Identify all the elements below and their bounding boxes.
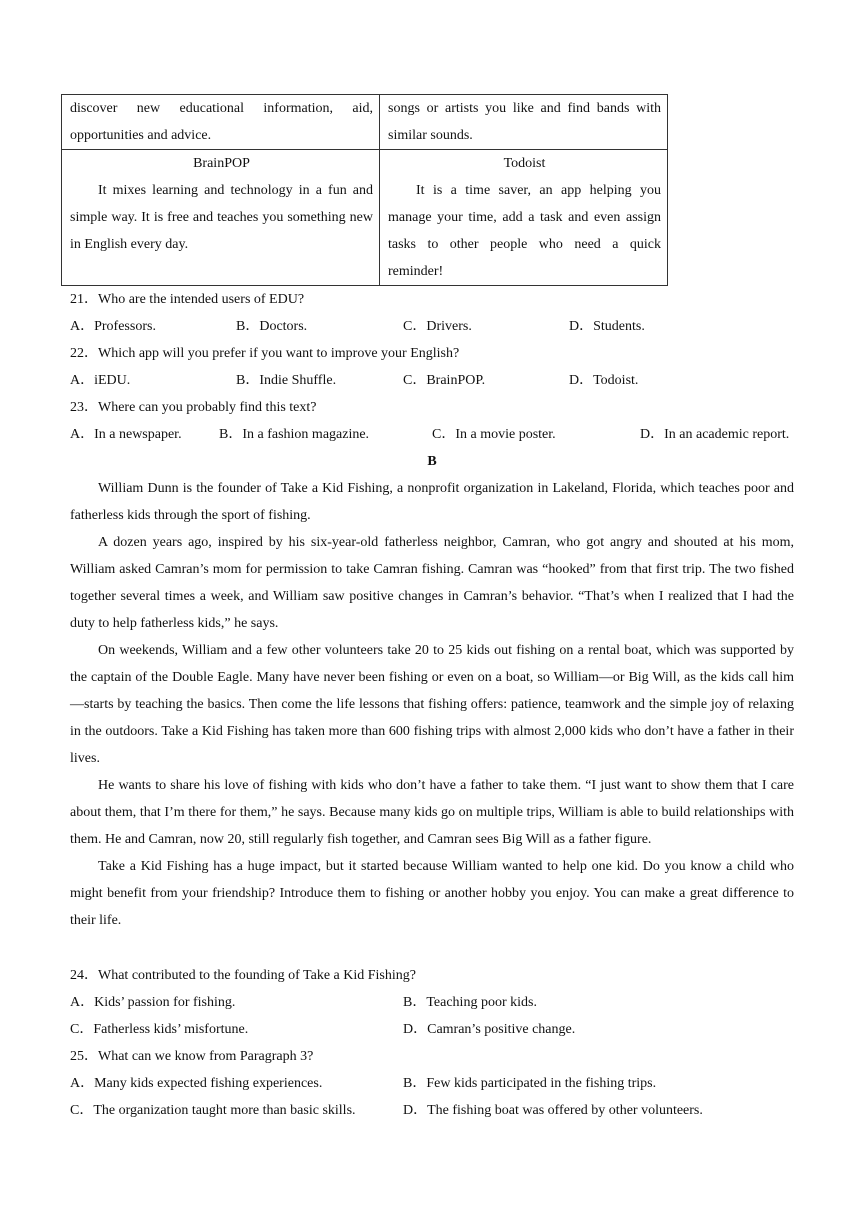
question-block-21 <box>70 286 794 340</box>
app-description: songs or artists you like and find bands with similar sounds. <box>388 101 661 143</box>
option-c: C．Fatherless kids’ misfortune. <box>70 1022 249 1037</box>
table-row <box>62 95 668 150</box>
options-row <box>70 313 794 340</box>
app-name: BrainPOP <box>193 156 250 171</box>
option-c: C．Drivers. <box>403 319 472 334</box>
passage-paragraph: Take a Kid Fishing has a huge impact, but it started because William wanted to help one kid. Do you know a child who might benefit from your friendship? Introduce them to fishing or another hobby you enjoy. You can make a great difference to their life. <box>70 859 794 928</box>
options-row <box>70 1097 794 1124</box>
options-row <box>70 421 794 448</box>
option-a: A．In a newspaper. <box>70 427 182 442</box>
question-text: 22．Which app will you prefer if you want to improve your English? <box>70 346 460 361</box>
passage-paragraph: He wants to share his love of fishing with kids who don’t have a father to take them. “I just want to show them that I care about them, that I’m there for them,” he says. Because many kids go on multiple trips, William is able to build relationships with them. He and Camran, now 20, still regularly fish together, and Camran sees Big Will as a father figure. <box>70 778 794 847</box>
app-name: Todoist <box>503 156 546 171</box>
table-cell <box>62 150 380 286</box>
question-block-23 <box>70 394 794 448</box>
passage-paragraph: On weekends, William and a few other volunteers take 20 to 25 kids out fishing on a rental boat, which was supported by the captain of the Double Eagle. Many have never been fishing or even on a boat, so William—or Big Will, as the kids call him—starts by teaching the basics. Then come the life lessons that fishing offers: patience, teamwork and the simple joy of relaxing in the outdoors. Take a Kid Fishing has taken more than 600 fishing trips with almost 2,000 kids who don’t have a father in their lives. <box>70 643 794 766</box>
question-text: 24．What contributed to the founding of Take a Kid Fishing? <box>70 968 416 983</box>
question-text: 23．Where can you probably find this text? <box>70 400 317 415</box>
option-a: A．iEDU. <box>70 373 131 388</box>
question-text: 21．Who are the intended users of EDU? <box>70 292 305 307</box>
passage-paragraph: William Dunn is the founder of Take a Kid Fishing, a nonprofit organization in Lakeland, Florida, which teaches poor and fatherless kids through the sport of fishing. <box>70 481 794 523</box>
option-b: B．Doctors. <box>236 319 308 334</box>
option-d: D．Todoist. <box>569 373 639 388</box>
question-block-24 <box>70 962 794 1043</box>
option-a: A．Professors. <box>70 319 156 334</box>
table-row <box>62 150 668 286</box>
question-block-25 <box>70 1043 794 1124</box>
option-a: A．Kids’ passion for fishing. <box>70 995 236 1010</box>
option-c: C．In a movie poster. <box>432 427 556 442</box>
app-description: It is a time saver, an app helping you manage your time, add a task and even assign tasks to other people who need a quick reminder! <box>388 183 661 279</box>
question-block-22 <box>70 340 794 394</box>
option-c: C．The organization taught more than basic skills. <box>70 1103 356 1118</box>
app-description: discover new educational information, aid, opportunities and advice. <box>70 101 373 143</box>
option-d: D．In an academic report. <box>640 427 790 442</box>
options-row <box>70 989 794 1016</box>
table-cell <box>380 95 668 150</box>
option-c: C．BrainPOP. <box>403 373 486 388</box>
app-description: It mixes learning and technology in a fun and simple way. It is free and teaches you something new in English every day. <box>70 183 373 252</box>
option-a: A．Many kids expected fishing experiences. <box>70 1076 323 1091</box>
option-b: B．Few kids participated in the fishing trips. <box>403 1076 657 1091</box>
apps-table <box>61 94 668 286</box>
section-heading: B <box>427 454 437 469</box>
option-b: B．Indie Shuffle. <box>236 373 337 388</box>
option-d: D．The fishing boat was offered by other volunteers. <box>403 1103 703 1118</box>
reading-passage <box>70 475 794 934</box>
option-b: B．Teaching poor kids. <box>403 995 537 1010</box>
question-text: 25．What can we know from Paragraph 3? <box>70 1049 314 1064</box>
options-row <box>70 1016 794 1043</box>
options-row <box>70 367 794 394</box>
table-cell <box>62 95 380 150</box>
option-b: B．In a fashion magazine. <box>219 427 370 442</box>
option-d: D．Students. <box>569 319 645 334</box>
passage-paragraph: A dozen years ago, inspired by his six-year-old fatherless neighbor, Camran, who got angry and shouted at his mom, William asked Camran’s mom for permission to take Camran fishing. Camran was “hooked” from that first trip. The two fished together several times a week, and William saw positive changes in Camran’s behavior. “That’s when I realized that I had the duty to help fatherless kids,” he says. <box>70 535 794 631</box>
option-d: D．Camran’s positive change. <box>403 1022 576 1037</box>
table-cell <box>380 150 668 286</box>
options-row <box>70 1070 794 1097</box>
